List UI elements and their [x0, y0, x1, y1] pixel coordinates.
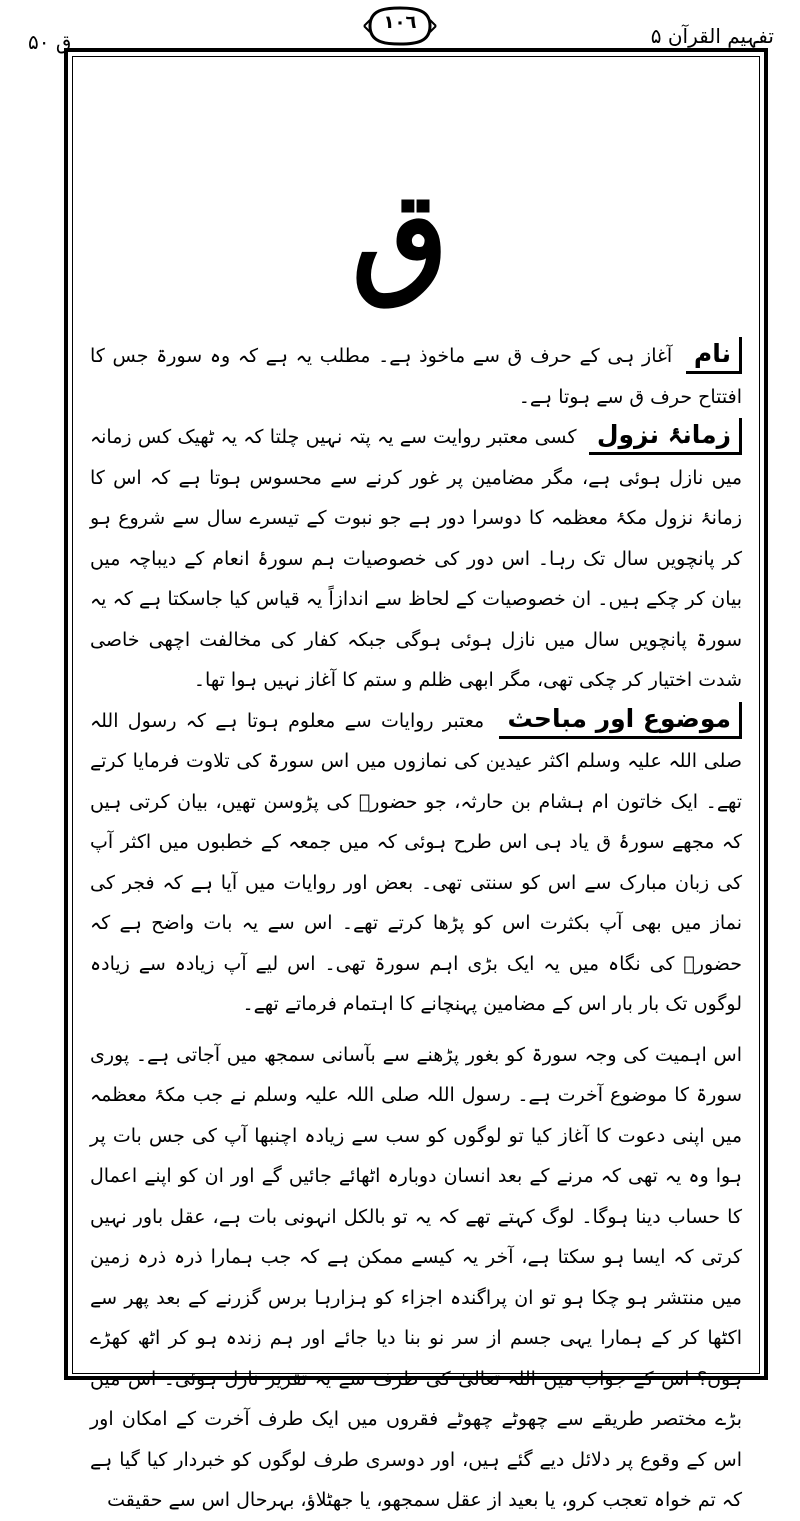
section-name: [90, 336, 742, 417]
surah-title-glyph: ق: [351, 165, 449, 310]
heading-name: نام: [686, 337, 742, 374]
section-name-text: آغاز ہی کے حرف ق سے ماخوذ ہے۔ مطلب یہ ہے کہ وہ سورۃ جس کا افتتاح حرف ق سے ہوتا ہے۔: [90, 345, 742, 408]
section-period-text: کسی معتبر روایت سے یہ پتہ نہیں چلتا کہ یہ ٹھیک کس زمانہ میں نازل ہوئی ہے، مگر مضامین پر غور کرنے سے محسوس ہوتا ہے کہ اس کا زمانۂ نزول مکۂ معظمہ کا دوسرا دور ہے جو نبوت کے تیسرے سال سے شروع ہو کر پانچویں سال تک رہا۔ اس دور کی خصوصیات ہم سورۂ انعام کے دیباچہ میں بیان کر چکے ہیں۔ ان خصوصیات کے لحاظ سے اندازاً یہ قیاس کیا جاسکتا ہے کہ یہ سورۃ پانچویں سال میں نازل ہوئی ہوگی جبکہ کفار کی مخالفت اچھی خاصی شدت اختیار کر چکی تھی، مگر ابھی ظلم و ستم کا آغاز نہیں ہوا تھا۔: [90, 426, 742, 691]
heading-topic: موضوع اور مباحث: [499, 702, 742, 739]
header-book-title: تفہیم القرآن ۵: [650, 24, 774, 48]
page-number: ١٠٦: [383, 12, 417, 33]
document-body: [90, 336, 742, 1521]
heading-period: زمانۂ نزول: [589, 418, 742, 455]
header-surah-ref: ق ۵۰: [28, 30, 72, 54]
section-period: [90, 417, 742, 701]
section-topic: [90, 701, 742, 1025]
section-topic-continued-text: اس اہمیت کی وجہ سورۃ کو بغور پڑھنے سے بآسانی سمجھ میں آجاتی ہے۔ پوری سورۃ کا موضوع آخرت ہے۔ رسول اللہ صلی اللہ علیہ وسلم نے جب مکۂ معظمہ میں اپنی دعوت کا آغاز کیا تو لوگوں کو سب سے زیادہ اچنبھا آپ کی جس بات پر ہوا وہ یہ تھی کہ مرنے کے بعد انسان دوبارہ اٹھائے جائیں گے اور ان کو اپنے اعمال کا حساب دینا ہوگا۔ لوگ کہتے تھے کہ یہ تو بالکل انہونی بات ہے، عقل باور نہیں کرتی کہ ایسا ہو سکتا ہے، آخر یہ کیسے ممکن ہے کہ جب ہمارا ذرہ ذرہ زمین میں منتشر ہو چکا ہو تو ان پراگندہ اجزاء کو ہزارہا برس گزرنے کے بعد پھر سے اکٹھا کر کے ہمارا یہی جسم از سر نو بنا دیا جائے اور ہم زندہ ہو کر اٹھ کھڑے ہوں؟ اس کے جواب میں اللہ تعالیٰ کی طرف سے یہ تقریر نازل ہوئی۔ اس میں بڑے مختصر طریقے سے چھوٹے چھوٹے فقروں میں ایک طرف آخرت کے امکان اور اس کے وقوع پر دلائل دیے گئے ہیں، اور دوسری طرف لوگوں کو خبردار کیا گیا ہے کہ تم خواہ تعجب کرو، یا بعید از عقل سمجھو، یا جھٹلاؤ، بہرحال اس سے حقیقت: [90, 1043, 742, 1511]
section-topic-text: معتبر روایات سے معلوم ہوتا ہے کہ رسول اللہ صلی اللہ علیہ وسلم اکثر عیدین کی نمازوں میں اس سورۃ کی تلاوت فرمایا کرتے تھے۔ ایک خاتون ام ہشام بن حارثہ، جو حضورؐ کی پڑوسن تھیں، بیان کرتی ہیں کہ مجھے سورۂ ق یاد ہی اس طرح ہوئی کہ میں جمعہ کے خطبوں میں اکثر آپ کی زبان مبارک سے اس کو سنتی تھی۔ بعض اور روایات میں آیا ہے کہ فجر کی نماز میں بھی آپ بکثرت اس کو پڑھا کرتے تھے۔ اس سے یہ بات واضح ہے کہ حضورؐ کی نگاہ میں یہ ایک بڑی اہم سورۃ تھی۔ اس لیے آپ زیادہ سے زیادہ لوگوں تک بار بار اس کے مضامین پہنچانے کا اہتمام فرماتے تھے۔: [90, 709, 742, 1015]
section-topic-continued: [90, 1035, 742, 1521]
